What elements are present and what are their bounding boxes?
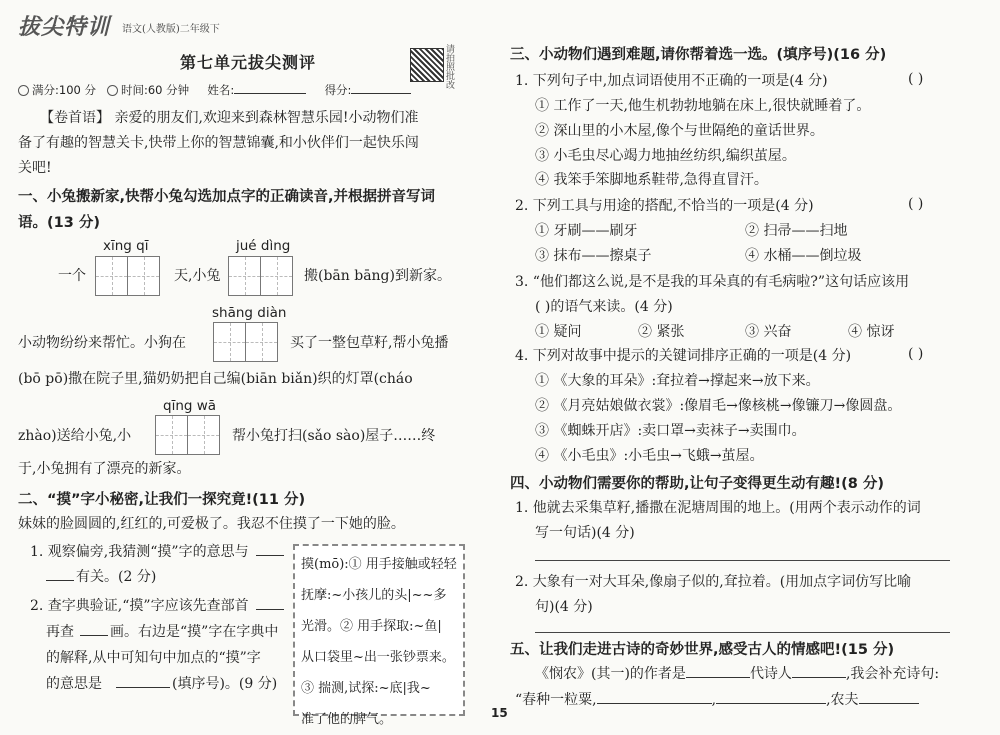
page-number: 15 <box>491 706 508 720</box>
grid-jueding[interactable] <box>228 256 293 296</box>
section-1-heading-1: 一、小兔搬新家,快帮小兔勾选加点字的正确读音,并根据拼音写词 <box>18 189 436 205</box>
score-label: 得分: <box>324 83 352 97</box>
s2-q2-f: (填序号)。(9 分) <box>172 676 278 692</box>
pinyin-shangdian: shāng diàn <box>212 305 287 321</box>
qr-code-icon[interactable] <box>410 48 444 82</box>
poem-blank-2[interactable] <box>716 703 826 704</box>
s2-sentence: 妹妹的脸圆圆的,红红的,可爱极了。我忍不住摸了一下她的脸。 <box>18 516 405 532</box>
s2-q1-blank[interactable] <box>256 555 284 556</box>
dict-line: 光滑。② 用手探取:~鱼| <box>301 619 442 634</box>
s1-line2-a: 小动物纷纷来帮忙。小狗在 <box>18 335 186 351</box>
s1-line1-a: 一个 <box>58 268 86 284</box>
s1-line5: 于,小兔拥有了漂亮的新家。 <box>18 461 191 477</box>
s2-q2-radical-blank[interactable] <box>256 609 284 610</box>
s2-q2-meaning-blank[interactable] <box>116 687 170 688</box>
qr-note: 请拍照批改 <box>446 45 456 91</box>
s3-q1-option: ③ 小毛虫尽心竭力地抽丝纺织,编织茧屋。 <box>535 148 796 164</box>
s1-line1-c: 搬(bān bāng)到新家。 <box>304 268 451 284</box>
dict-line: 从口袋里~出一张钞票来。 <box>301 650 455 665</box>
s3-q1-answer[interactable]: ( ) <box>908 71 924 87</box>
s3-q2-option: ③ 抹布——擦桌子 <box>535 248 652 264</box>
dynasty-poet-blank[interactable] <box>792 677 846 678</box>
s1-line2-b: 买了一整包草籽,帮小兔播 <box>290 335 449 351</box>
score-field[interactable] <box>351 93 411 94</box>
s3-q4-option: ④ 《小毛虫》:小毛虫→飞蛾→茧屋。 <box>535 448 764 464</box>
s3-q2-answer[interactable]: ( ) <box>908 196 924 212</box>
s2-q2-b: 再查 <box>46 624 74 640</box>
s3-q1-option: ④ 我笨手笨脚地系鞋带,急得直冒汗。 <box>535 172 768 188</box>
s3-q3-b[interactable]: ( )的语气来读。(4 分) <box>535 299 673 315</box>
poem-blank-1[interactable] <box>597 703 712 704</box>
s3-q3-option: ① 疑问 <box>535 324 582 340</box>
grid-qingwa[interactable] <box>155 415 220 455</box>
grid-xingqi[interactable] <box>95 256 160 296</box>
pinyin-qingwa: qīng wā <box>163 398 217 414</box>
s5-l2b: , <box>711 692 717 708</box>
s3-q2-option: ④ 水桶——倒垃圾 <box>745 248 862 264</box>
s2-q1-blank-2[interactable] <box>46 580 74 581</box>
clock-icon <box>18 85 29 96</box>
pinyin-jueding: jué dìng <box>236 238 291 254</box>
pinyin-xingqi: xīng qī <box>103 238 149 254</box>
s3-q2-option: ① 牙刷——刷牙 <box>535 223 638 239</box>
section-2-heading: 二、“摸”字小秘密,让我们一探究竟!(11 分) <box>18 492 306 508</box>
dict-line: 摸(mō):① 用手接触或轻轻 <box>301 557 457 572</box>
s4-q2-answer-line[interactable] <box>535 632 950 633</box>
brand-logo: 拔尖特训 <box>18 14 111 40</box>
name-label: 姓名: <box>207 83 235 97</box>
dict-line: 抚摩:~小孩儿的头|~~多 <box>301 588 447 603</box>
s3-q4-option: ② 《月亮姑娘做衣裳》:像眉毛→像核桃→像镰刀→像圆盘。 <box>535 398 902 414</box>
s2-q2-d: 的解释,从中可知句中加点的“摸”字 <box>46 650 261 666</box>
s4-q1-a: 1. 他就去采集草籽,播撒在泥塘周围的地上。(用两个表示动作的词 <box>515 500 921 516</box>
s3-q2: 2. 下列工具与用途的搭配,不恰当的一项是(4 分) <box>515 198 814 214</box>
s3-q1-option: ① 工作了一天,他生机勃勃地躺在床上,很快就睡着了。 <box>535 98 871 114</box>
time-limit: 时间:60 分钟 <box>120 83 190 97</box>
name-field[interactable] <box>234 93 306 94</box>
s5-line1 <box>535 664 939 684</box>
s3-q1: 1. 下列句子中,加点词语使用不正确的一项是(4 分) <box>515 73 828 89</box>
s3-q4-answer[interactable]: ( ) <box>908 346 924 362</box>
dict-line: ③ 揣测,试探:~底|我~ <box>301 681 431 696</box>
s5-l1c: ,我会补充诗句: <box>845 666 940 682</box>
page-title: 第七单元拔尖测评 <box>180 53 317 72</box>
s3-q3-option: ④ 惊讶 <box>848 324 895 340</box>
s5-l1a: 《悯农》(其一)的作者是 <box>535 666 686 682</box>
full-score: 满分:100 分 <box>32 83 96 97</box>
section-3-heading: 三、小动物们遇到难题,请你帮着选一选。(填序号)(16 分) <box>510 47 887 63</box>
s2-q2-e: 的意思是 <box>46 676 102 692</box>
intro-line-1: 【卷首语】 亲爱的朋友们,欢迎来到森林智慧乐园!小动物们准 <box>40 110 419 126</box>
dictionary-entry-box <box>293 544 465 727</box>
s3-q1-option: ② 深山里的小木屋,像个与世隔绝的童话世界。 <box>535 123 824 139</box>
poet-blank[interactable] <box>686 677 750 678</box>
s2-q2-c: 画。右边是“摸”字在字典中 <box>110 624 279 640</box>
s2-q1-b: 有关。(2 分) <box>76 569 157 585</box>
s3-q4-option: ① 《大象的耳朵》:耷拉着→撑起来→放下来。 <box>535 373 820 389</box>
dict-line: 准了他的脾气。 <box>301 712 393 727</box>
s2-q2-strokes-blank[interactable] <box>80 635 108 636</box>
s2-q1-a: 1. 观察偏旁,我猜测“摸”字的意思与 <box>30 544 249 560</box>
section-1-heading-2: 语。(13 分) <box>18 215 100 231</box>
s5-l2a: “春种一粒粟, <box>515 692 597 708</box>
s5-l2c: ,农夫 <box>826 692 859 708</box>
s3-q3-option: ② 紧张 <box>638 324 685 340</box>
s5-line2 <box>515 690 919 710</box>
meta-row <box>18 80 411 100</box>
s3-q3-a: 3. “他们都这么说,是不是我的耳朵真的有毛病啦?”这句话应该用 <box>515 274 910 290</box>
section-4-heading: 四、小动物们需要你的帮助,让句子变得更生动有趣!(8 分) <box>510 476 885 492</box>
s1-line4-a: zhào)送给小兔,小 <box>18 428 132 444</box>
s3-q4-option: ③ 《蜘蛛开店》:卖口罩→卖袜子→卖围巾。 <box>535 423 806 439</box>
intro-line-2: 备了有趣的智慧关卡,快带上你的智慧锦囊,和小伙伴们一起快乐闯 <box>18 135 419 151</box>
s4-q2-b: 句)(4 分) <box>535 599 593 615</box>
s1-line1-b: 天,小兔 <box>174 268 221 284</box>
s3-q2-option: ② 扫帚——扫地 <box>745 223 848 239</box>
s4-q1-b: 写一句话)(4 分) <box>535 525 635 541</box>
timer-icon <box>107 85 118 96</box>
intro-line-3: 关吧! <box>18 160 52 176</box>
s5-l1b: 代诗人 <box>749 666 792 682</box>
s3-q4: 4. 下列对故事中提示的关键词排序正确的一项是(4 分) <box>515 348 852 364</box>
grid-shangdian[interactable] <box>213 322 278 362</box>
section-5-heading: 五、让我们走进古诗的奇妙世界,感受古人的情感吧!(15 分) <box>510 642 895 658</box>
s4-q1-answer-line[interactable] <box>535 560 950 561</box>
poem-blank-3[interactable] <box>859 703 919 704</box>
s1-line3: (bō pō)撒在院子里,猫奶奶把自己编(biān biǎn)织的灯罩(cháo <box>18 371 413 387</box>
s2-q2-a: 2. 查字典验证,“摸”字应该先查部首 <box>30 598 249 614</box>
s1-line4-b: 帮小兔打扫(sǎo sào)屋子……终 <box>232 428 436 444</box>
s4-q2-a: 2. 大象有一对大耳朵,像扇子似的,耷拉着。(用加点字词仿写比喻 <box>515 574 912 590</box>
s3-q3-option: ③ 兴奋 <box>745 324 792 340</box>
subject-label: 语文(人教版)二年级下 <box>122 24 220 35</box>
